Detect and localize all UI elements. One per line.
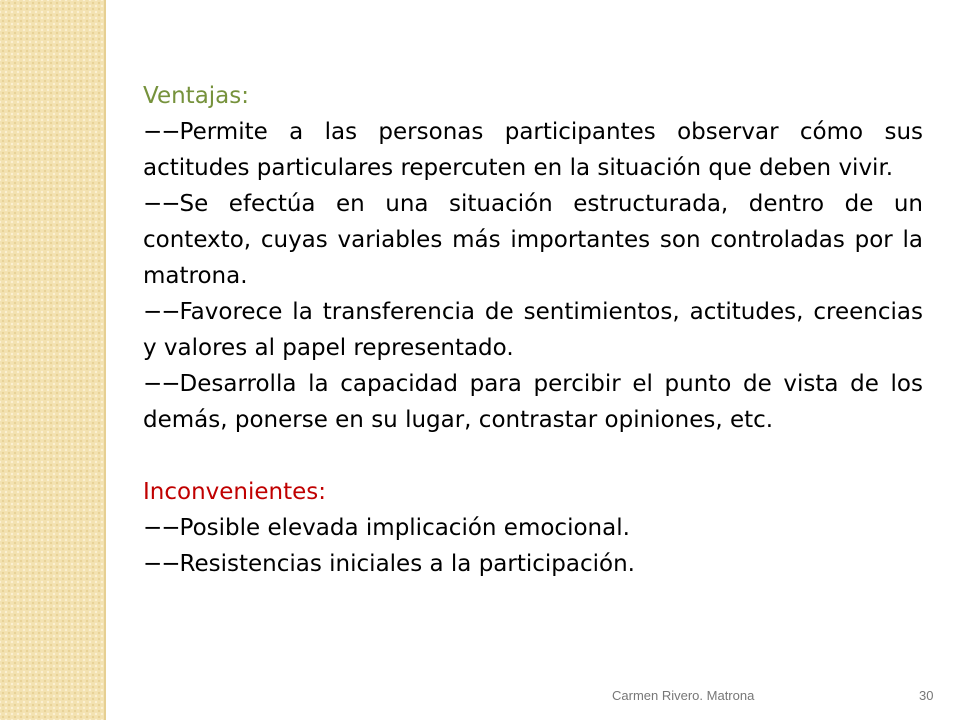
- dash-bullet: −−: [143, 191, 180, 217]
- section-spacer: [143, 438, 923, 474]
- cons-heading: Inconvenientes:: [143, 479, 327, 505]
- pros-item-text: Favorece la transferencia de sentimientos, actitudes, creencias y valores al papel representado.: [143, 299, 923, 361]
- pros-item-text: Permite a las personas participantes observar cómo sus actitudes particulares repercuten en la situación que deben vivir.: [143, 119, 923, 181]
- pros-item: [143, 114, 923, 186]
- dash-bullet: −−: [143, 515, 180, 541]
- cons-item: [143, 546, 923, 582]
- decorative-side-band: [0, 0, 106, 720]
- dash-bullet: −−: [143, 299, 180, 325]
- cons-item-text: Resistencias iniciales a la participación.: [179, 551, 635, 577]
- dash-bullet: −−: [143, 371, 180, 397]
- pros-heading: Ventajas:: [143, 83, 250, 109]
- footer-author: Carmen Rivero. Matrona: [612, 688, 755, 703]
- slide-body: [143, 78, 923, 582]
- pros-item: [143, 366, 923, 438]
- cons-item: [143, 510, 923, 546]
- page-number: 30: [919, 688, 934, 703]
- pros-item: [143, 294, 923, 366]
- pros-item-text: Desarrolla la capacidad para percibir el punto de vista de los demás, ponerse en su lugar, contrastar opiniones, etc.: [143, 371, 923, 433]
- dash-bullet: −−: [143, 119, 180, 145]
- pros-item: [143, 186, 923, 294]
- dash-bullet: −−: [143, 551, 180, 577]
- pros-item-text: Se efectúa en una situación estructurada, dentro de un contexto, cuyas variables más importantes son controladas por la matrona.: [143, 191, 923, 289]
- cons-item-text: Posible elevada implicación emocional.: [179, 515, 630, 541]
